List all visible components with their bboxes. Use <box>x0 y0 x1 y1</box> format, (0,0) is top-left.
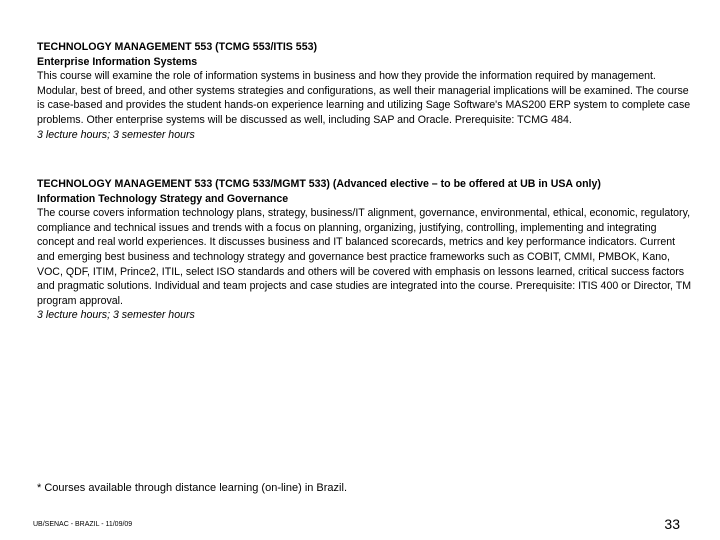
course-code: TECHNOLOGY MANAGEMENT 533 (TCMG 533/MGMT 533) (Advanced elective – to be offered at UB in USA only) <box>37 178 601 190</box>
course-code: TECHNOLOGY MANAGEMENT 553 (TCMG 553/ITIS 553) <box>37 41 317 53</box>
page-number: 33 <box>664 516 680 532</box>
course-title: Information Technology Strategy and Governance <box>37 192 289 205</box>
course-title: Enterprise Information Systems <box>37 55 198 68</box>
course-hours: 3 lecture hours; 3 semester hours <box>37 309 195 322</box>
footer-source-date: UB/SENAC - BRAZIL - 11/09/09 <box>33 521 133 528</box>
distance-learning-footnote: * Courses available through distance learning (on-line) in Brazil. <box>37 482 347 494</box>
course-block-tcmg-553 <box>37 40 692 142</box>
course-description: This course will examine the role of information systems in business and how they provide the information required by management. Modular, best of breed, and other systems strategies and configurations, as well their managerial implications will be examined. The course is case-based and provides the student hands-on experience learning and utilizing Sage Software's MAS200 ERP system to complete case problems. Other enterprise systems will be discussed as well, including SAP and Oracle. Prerequisite: TCMG 484. <box>37 70 691 126</box>
course-description: The course covers information technology plans, strategy, business/IT alignment, governance, environmental, ethical, economic, regulatory, compliance and technical issues and trends with a focus on planning, organizing, justifying, controlling, implementing and integrating concept and real world experiences. It discusses business and IT balanced scorecards, metrics and key performance indicators. Current and emerging best business and technology strategy and governance best practice frameworks such as COBIT, CMMI, PMBOK, Kano, VOC, QDF, ITIM, Prince2, ITIL, select ISO standards and others will be covered with emphasis on lessons learned, critical success factors and pragmatic solutions. Individual and team projects and case studies are integrated into the course. Prerequisite: ITIS 400 or Director, TM program approval. <box>37 207 692 307</box>
course-block-tcmg-533 <box>37 177 692 323</box>
course-hours: 3 lecture hours; 3 semester hours <box>37 128 195 141</box>
